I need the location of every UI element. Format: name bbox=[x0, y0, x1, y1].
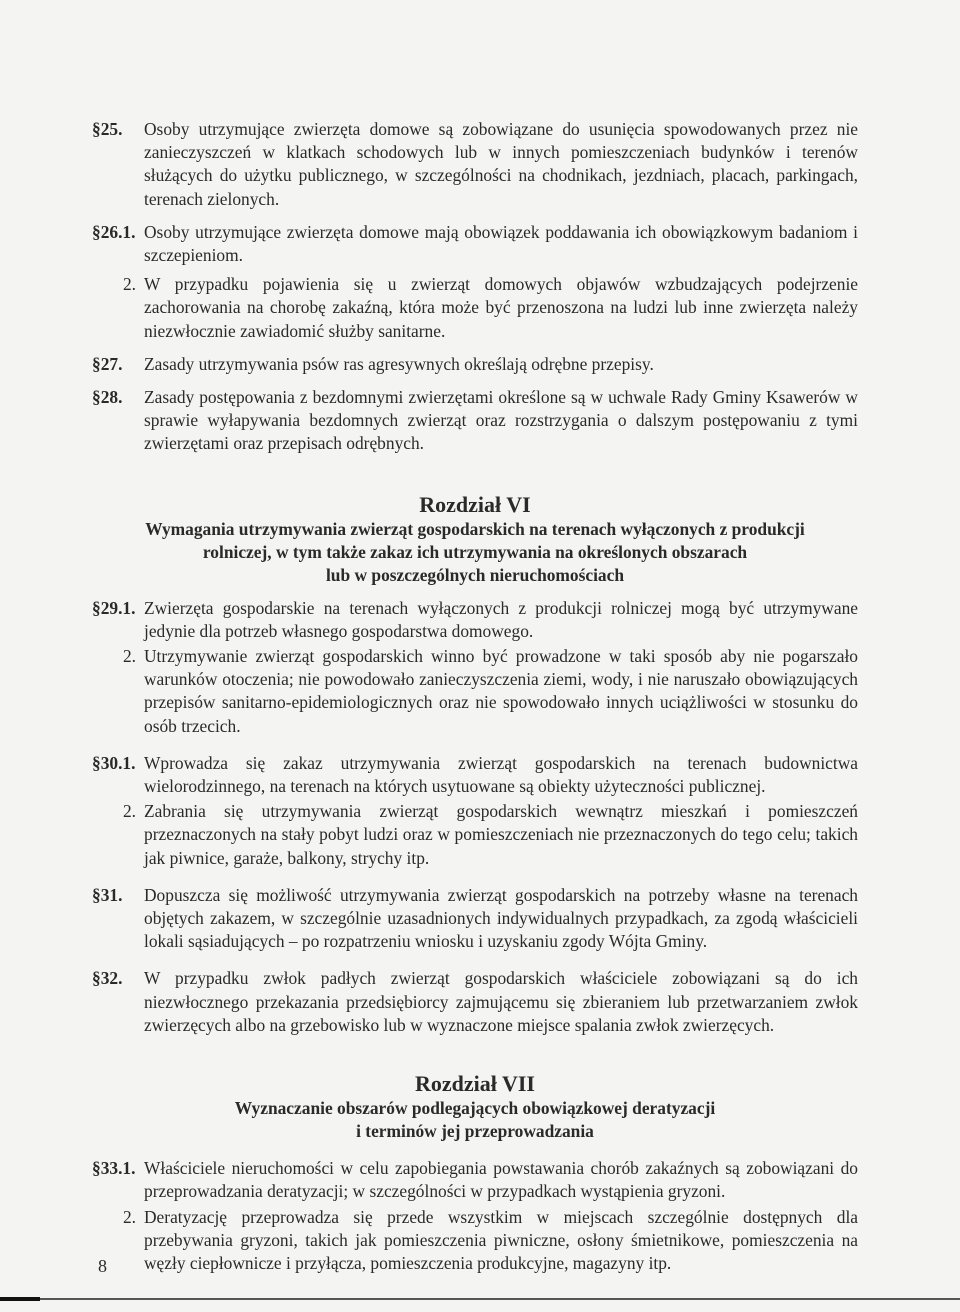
paragraph-text: W przypadku pojawienia się u zwierząt domowych objawów wzbudzających podejrzenie zachorowania na chorobę zakaźną, która może być przenoszona na ludzi lub inne zwierzęta należy niezwłocznie zawiadomić służby sanitarne. bbox=[144, 274, 858, 341]
paragraph-text: Wprowadza się zakaz utrzymywania zwierząt gospodarskich na terenach budownictwa wielorodzinnego, na terenach na których usytuowane są obiekty użyteczności publicznej. bbox=[144, 752, 858, 797]
footer-divider bbox=[0, 1298, 960, 1300]
chapter-title: Rozdział VI bbox=[419, 491, 531, 517]
paragraph-text: Właściciele nieruchomości w celu zapobiegania powstawania chorób zakaźnych są zobowiązani do przeprowadzania deratyzacji; w szczególności w przypadkach wystąpienia gryzoni. bbox=[144, 1158, 858, 1202]
paragraph-number: §30.1. bbox=[92, 752, 136, 773]
paragraph-number: §31. bbox=[92, 884, 123, 905]
paragraph-32 bbox=[92, 967, 858, 1037]
paragraph-28 bbox=[92, 386, 858, 456]
paragraph-text: Zabrania się utrzymywania zwierząt gospodarskich wewnątrz mieszkań i pomieszczeń przeznaczonych na stały pobyt ludzi oraz w pomieszczeniach nie przeznaczonych do tego celu; takich jak piwnice, garaże, balkony, strychy itp. bbox=[144, 801, 858, 868]
paragraph-text: Zwierzęta gospodarskie na terenach wyłączonych z produkcji rolniczej mogą być utrzymywane jedynie dla potrzeb własnego gospodarstwa domowego. bbox=[144, 597, 858, 641]
chapter-6-heading bbox=[92, 492, 858, 587]
paragraph-number: §25. bbox=[92, 119, 123, 139]
paragraph-number: 2. bbox=[122, 1206, 136, 1227]
paragraph-number: §26.1. bbox=[92, 221, 136, 242]
paragraph-number: §32. bbox=[92, 968, 123, 989]
paragraph-text: Zasady utrzymywania psów ras agresywnych określają odrębne przepisy. bbox=[144, 353, 654, 374]
chapter-subtitle-line: rolniczej, w tym także zakaz ich utrzymywania na określonych obszarach bbox=[202, 541, 748, 562]
paragraph-text: Osoby utrzymujące zwierzęta domowe są zobowiązane do usunięcia spowodowanych przez nie zanieczyszczeń w klatkach schodowych lub w innych pomieszczeniach budynków i terenów służących do użytku publicznego, w szczególności na chodnikach, jezdniach, placach, parkingach, terenach zielonych. bbox=[144, 119, 858, 209]
chapter-subtitle-line: Wymagania utrzymywania zwierząt gospodarskich na terenach wyłączonych z produkcji bbox=[145, 518, 805, 539]
paragraph-number: 2. bbox=[122, 274, 136, 295]
paragraph-33-2 bbox=[92, 1206, 858, 1276]
paragraph-number: §33.1. bbox=[92, 1158, 136, 1179]
paragraph-number: §27. bbox=[92, 353, 123, 374]
chapter-7-heading bbox=[92, 1071, 858, 1143]
paragraph-number: 2. bbox=[122, 801, 136, 822]
paragraph-29-2 bbox=[92, 645, 858, 738]
paragraph-text: W przypadku zwłok padłych zwierząt gospodarskich właściciele zobowiązani są do ich niezwłocznego przekazania przedsiębiorcy zajmującemu się zbieraniem lub przetwarzaniem zwłok zwierzęcych albo na grzebowisko lub w wyznaczone miejsce spalania zwłok zwierzęcych. bbox=[144, 968, 858, 1035]
paragraph-number: §29.1. bbox=[92, 597, 136, 618]
document-body bbox=[92, 118, 858, 1275]
paragraph-number: §28. bbox=[92, 387, 123, 408]
paragraph-30-1 bbox=[92, 752, 858, 798]
chapter-subtitle-line: Wyznaczanie obszarów podlegających obowiązkowej deratyzacji bbox=[234, 1098, 716, 1119]
paragraph-30-2 bbox=[92, 800, 858, 870]
paragraph-number: 2. bbox=[122, 646, 136, 667]
paragraph-text: Dopuszcza się możliwość utrzymywania zwierząt gospodarskich na potrzeby własne na terenach objętych zakazem, w szczególnie uzasadnionych indywidualnych przypadkach, za zgodą właścicieli lokali sąsiadujących – po rozpatrzeniu wniosku i uzyskaniu zgody Wójta Gminy. bbox=[144, 884, 858, 952]
chapter-title: Rozdział VII bbox=[415, 1071, 535, 1097]
paragraph-27 bbox=[92, 353, 858, 376]
paragraph-text: Osoby utrzymujące zwierzęta domowe mają obowiązek poddawania ich obowiązkowym badaniom i szczepieniom. bbox=[144, 221, 858, 266]
paragraph-26-1 bbox=[92, 221, 858, 267]
chapter-subtitle-line: lub w poszczególnych nieruchomościach bbox=[325, 564, 625, 585]
paragraph-text: Zasady postępowania z bezdomnymi zwierzętami określone są w uchwale Rady Gminy Ksawerów w sprawie wyłapywania bezdomnych zwierząt oraz rozstrzygania o dalszym postępowaniu z tymi zwierzętami oraz przepisach odrębnych. bbox=[144, 387, 858, 454]
paragraph-25 bbox=[92, 118, 858, 211]
paragraph-text: Utrzymywanie zwierząt gospodarskich winno być prowadzone w taki sposób aby nie pogarszało warunków otoczenia; nie powodowało zanieczyszczenia ziemi, wody, i nie naruszało obowiązujących przepisów sanitarno-epidemiologicznych oraz nie spowodowało innych uciążliwości w stosunku do osób trzecich. bbox=[144, 646, 858, 736]
paragraph-29-1 bbox=[92, 597, 858, 643]
paragraph-26-2 bbox=[92, 273, 858, 343]
paragraph-31 bbox=[92, 884, 858, 954]
footer-divider-mark bbox=[0, 1297, 40, 1301]
paragraph-text: Deratyzację przeprowadza się przede wszystkim w miejscach szczególnie dostępnych dla przebywania gryzoni, takich jak pomieszczenia piwniczne, osłony śmietnikowe, pomieszczenia na węzły ciepłownicze i przyłącza, pomieszczenia produkcyjne, magazyny itp. bbox=[144, 1206, 858, 1273]
paragraph-33-1 bbox=[92, 1157, 858, 1203]
chapter-subtitle-line: i terminów jej przeprowadzania bbox=[356, 1121, 594, 1142]
page-number: 8 bbox=[98, 1256, 107, 1276]
